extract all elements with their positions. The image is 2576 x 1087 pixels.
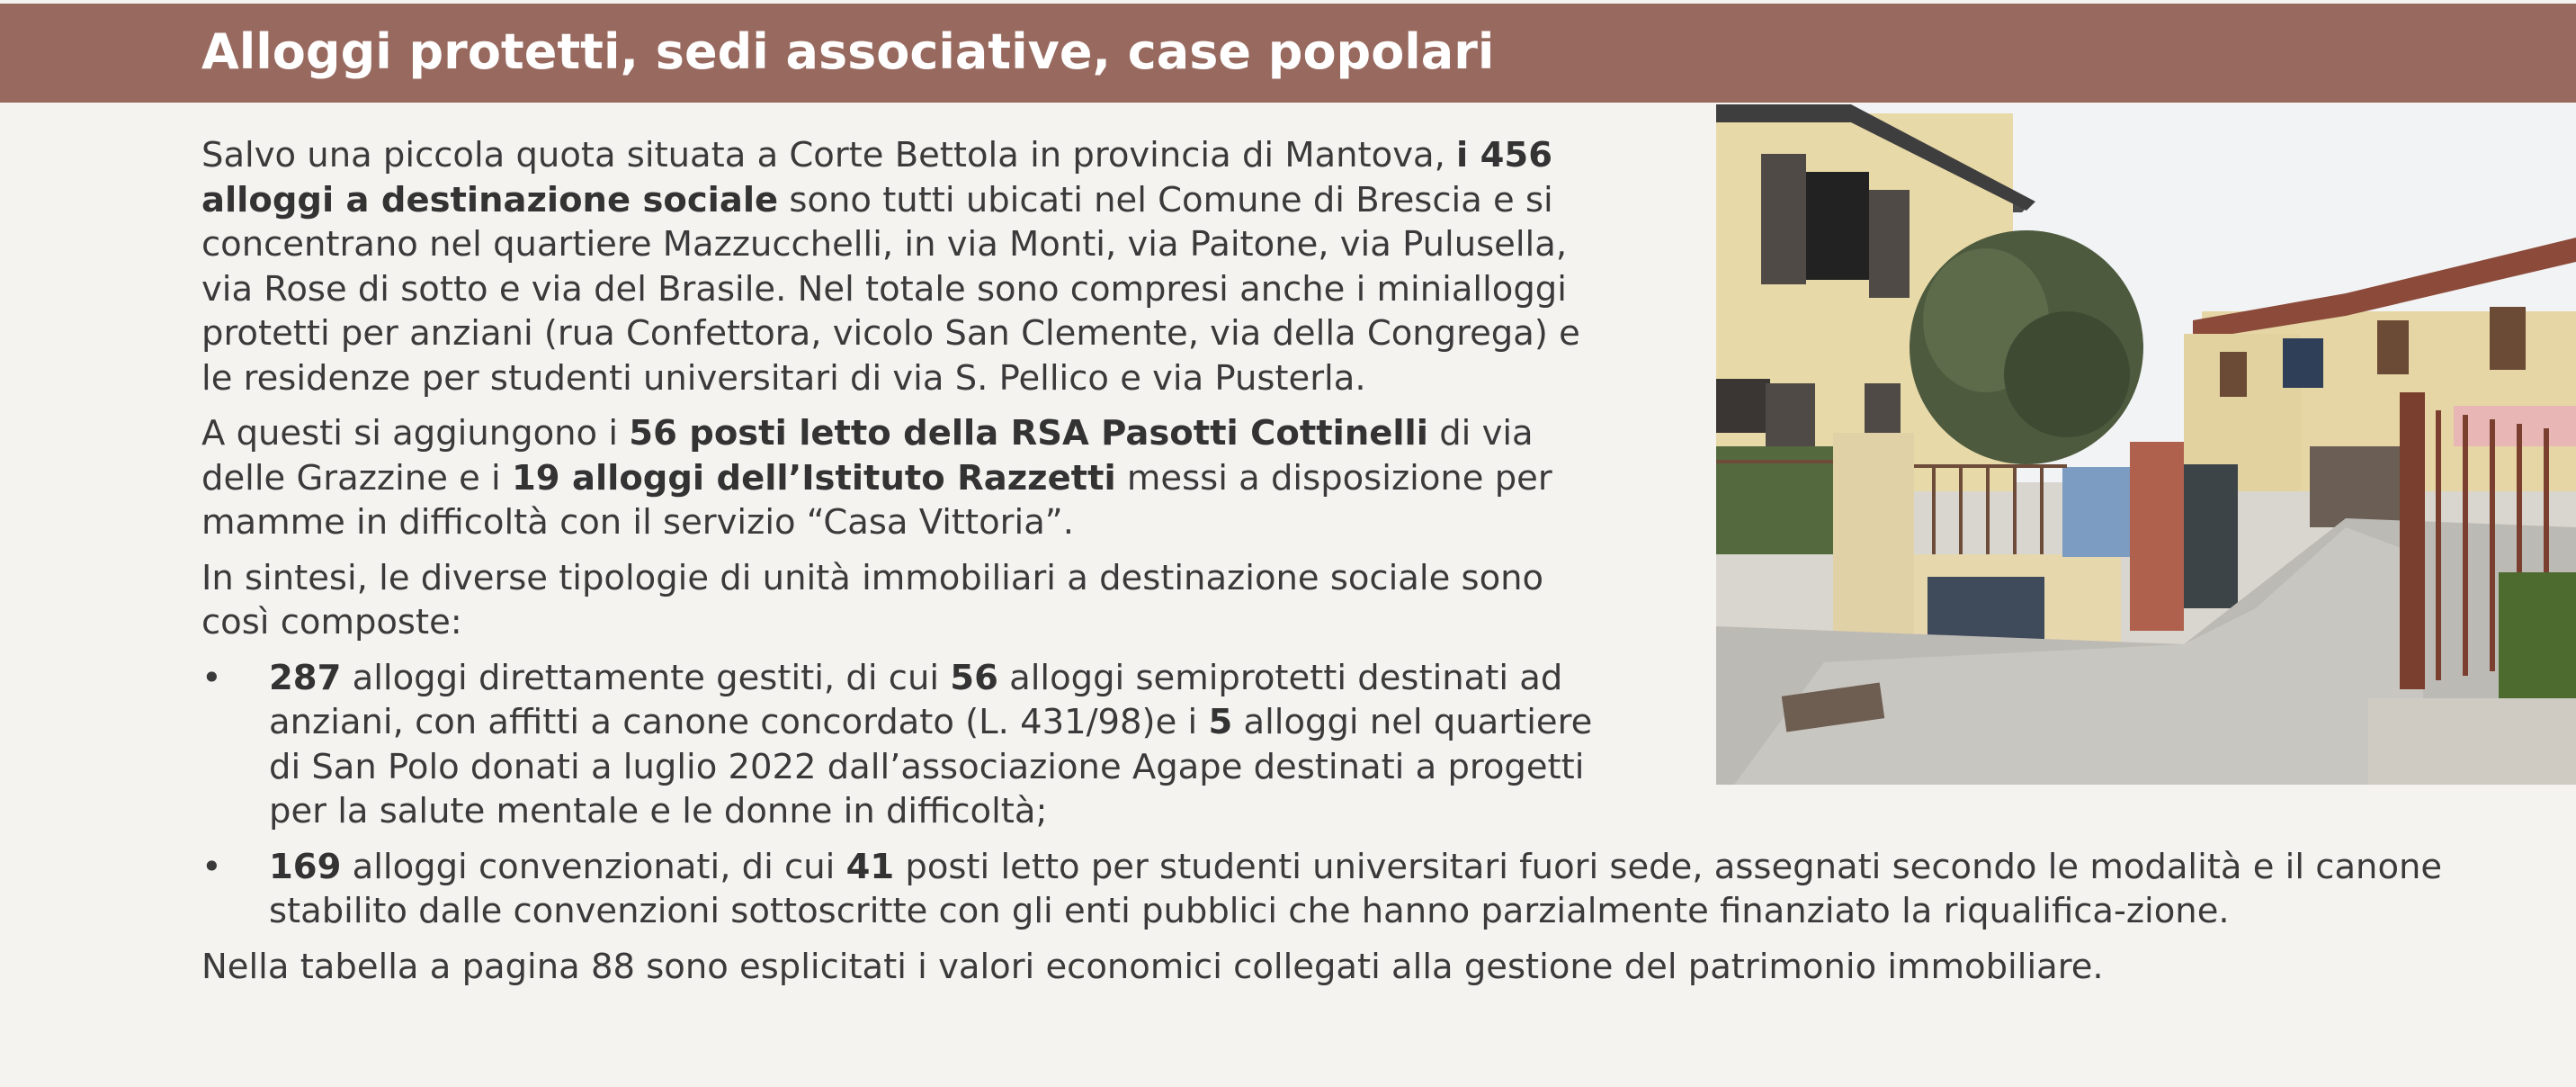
text-run: di via delle Grazzine e i <box>201 413 1534 499</box>
text-run: sono tutti ubicati nel Comune di Brescia e si concentrano nel quartiere Mazzucchelli, in via Monti, via Paitone, via Pulusella, via Rose di sotto e via del Brasile. Nel totale sono compresi anche i minialloggi protetti per anziani (rua Confettora, vicolo San Clemente, via della Congrega) e le residenze per studenti universitari di via S. Pellico e via Pusterla. <box>201 179 1580 399</box>
text-run: alloggi semiprotetti destinati ad anziani, con affitti a canone concordato (L. 431/98)e i <box>269 657 1563 742</box>
list-item <box>201 656 1609 834</box>
text-run: alloggi convenzionati, di cui <box>341 846 846 887</box>
paragraph-summary: In sintesi, le diverse tipologie di unità immobiliari a destinazione sociale sono così composte: <box>201 557 1544 642</box>
bold-number: 41 <box>845 846 895 887</box>
section-header-band <box>0 4 2576 103</box>
bold-number: 287 <box>269 657 342 698</box>
text-run: Salvo una piccola quota situata a Corte Bettola in provincia di Mantova, <box>201 135 1457 175</box>
paragraph-additions <box>201 411 1609 545</box>
list-item <box>201 845 2558 934</box>
house-photo <box>1716 104 2576 785</box>
bold-text: i 456 alloggi a destinazione sociale <box>201 135 1553 220</box>
bold-number: 169 <box>269 846 342 887</box>
bold-number: 56 <box>950 657 998 698</box>
text-run: alloggi nel quartiere di San Polo donati a luglio 2022 dall’associazione Agape destinati a progetti per la salute mentale e le donne in difficoltà; <box>269 702 1593 831</box>
text-run: posti letto per studenti universitari fuori sede, assegnati secondo le modalità e il canone stabilito dalle convenzioni sottoscritte con gli enti pubblici che hanno parzialmente finanziato la riqualifica-zione. <box>269 846 2443 931</box>
text-run: alloggi direttamente gestiti, di cui <box>341 657 951 698</box>
bold-text: 56 posti letto della RSA Pasotti Cottinelli <box>629 413 1428 454</box>
body-text <box>201 133 2443 1000</box>
paragraph-reference: Nella tabella a pagina 88 sono esplicitati i valori economici collegati alla gestione del patrimonio immobiliare. <box>201 946 2104 987</box>
bold-number: 5 <box>1208 702 1233 742</box>
bold-text: 19 alloggi dell’Istituto Razzetti <box>512 457 1116 499</box>
section-title: Alloggi protetti, sedi associative, case popolari <box>201 23 1495 80</box>
text-run: A questi si aggiungono i <box>201 413 630 454</box>
text-run: messi a disposizione per mamme in difficoltà con il servizio “Casa Vittoria”. <box>201 457 1552 543</box>
bullet-list <box>201 656 2443 934</box>
paragraph-intro <box>201 133 1609 400</box>
